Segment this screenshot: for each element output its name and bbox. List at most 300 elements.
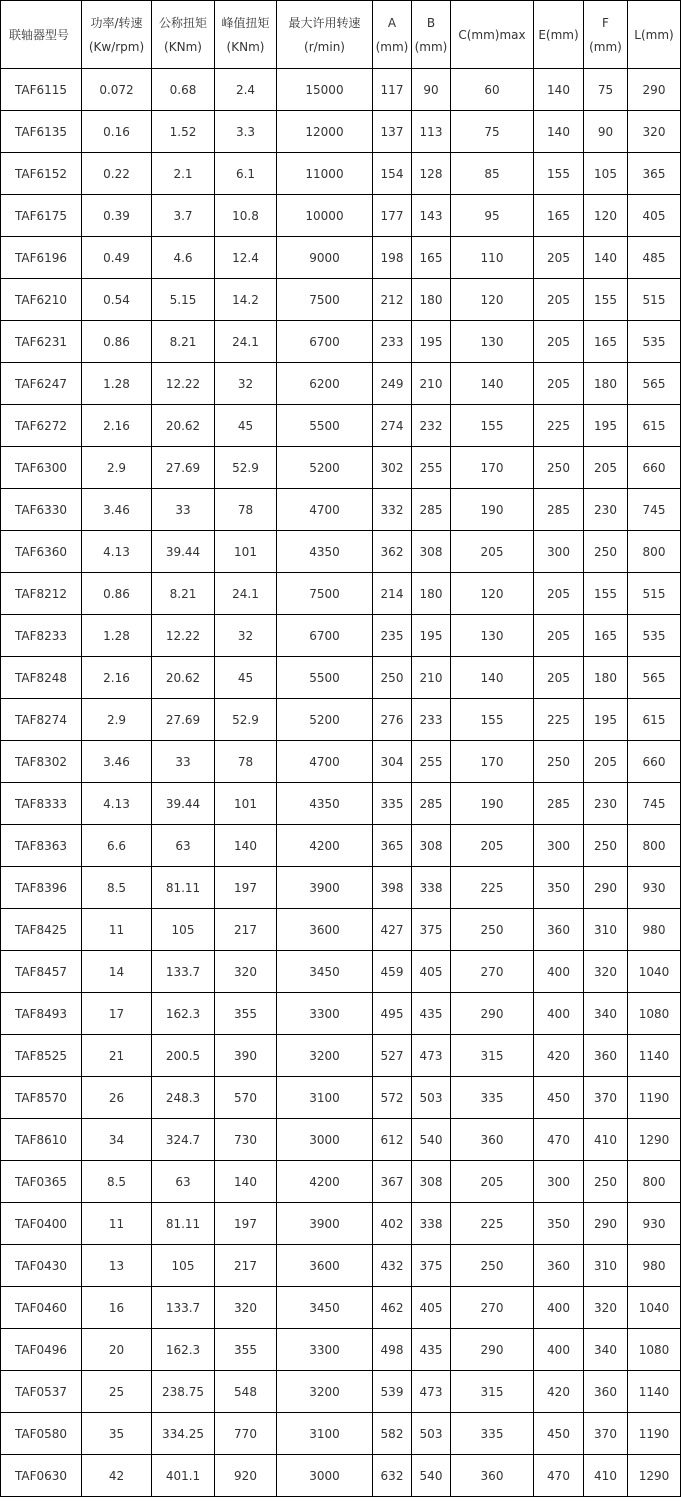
cell-b: 210 bbox=[412, 657, 451, 699]
cell-max-speed: 5500 bbox=[277, 657, 373, 699]
cell-f: 180 bbox=[584, 363, 628, 405]
cell-f: 360 bbox=[584, 1035, 628, 1077]
cell-b: 503 bbox=[412, 1413, 451, 1455]
cell-max-speed: 3300 bbox=[277, 1329, 373, 1371]
cell-max-speed: 5200 bbox=[277, 699, 373, 741]
cell-a: 233 bbox=[373, 321, 412, 363]
cell-l: 535 bbox=[628, 321, 681, 363]
cell-max-speed: 12000 bbox=[277, 111, 373, 153]
cell-c: 205 bbox=[451, 1161, 534, 1203]
cell-e: 450 bbox=[534, 1413, 584, 1455]
cell-c: 85 bbox=[451, 153, 534, 195]
cell-nominal-torque: 162.3 bbox=[152, 993, 215, 1035]
cell-e: 450 bbox=[534, 1077, 584, 1119]
cell-l: 320 bbox=[628, 111, 681, 153]
cell-c: 110 bbox=[451, 237, 534, 279]
cell-model: TAF0400 bbox=[1, 1203, 82, 1245]
cell-a: 462 bbox=[373, 1287, 412, 1329]
cell-a: 539 bbox=[373, 1371, 412, 1413]
cell-a: 365 bbox=[373, 825, 412, 867]
cell-max-speed: 3000 bbox=[277, 1455, 373, 1497]
cell-e: 205 bbox=[534, 657, 584, 699]
cell-c: 75 bbox=[451, 111, 534, 153]
table-row bbox=[1, 993, 681, 1035]
cell-b: 308 bbox=[412, 531, 451, 573]
cell-c: 270 bbox=[451, 1287, 534, 1329]
cell-f: 105 bbox=[584, 153, 628, 195]
cell-max-speed: 4350 bbox=[277, 531, 373, 573]
cell-max-speed: 7500 bbox=[277, 573, 373, 615]
cell-peak-torque: 10.8 bbox=[215, 195, 277, 237]
table-row bbox=[1, 489, 681, 531]
cell-e: 300 bbox=[534, 531, 584, 573]
cell-f: 370 bbox=[584, 1413, 628, 1455]
cell-b: 338 bbox=[412, 1203, 451, 1245]
cell-max-speed: 6700 bbox=[277, 321, 373, 363]
cell-e: 140 bbox=[534, 111, 584, 153]
cell-nominal-torque: 2.1 bbox=[152, 153, 215, 195]
cell-power-speed: 4.13 bbox=[82, 783, 152, 825]
cell-c: 225 bbox=[451, 867, 534, 909]
table-row bbox=[1, 1287, 681, 1329]
cell-c: 205 bbox=[451, 825, 534, 867]
table-row bbox=[1, 1413, 681, 1455]
cell-peak-torque: 355 bbox=[215, 993, 277, 1035]
header-c: C(mm)max bbox=[451, 1, 534, 69]
cell-peak-torque: 78 bbox=[215, 489, 277, 531]
cell-nominal-torque: 8.21 bbox=[152, 321, 215, 363]
cell-b: 128 bbox=[412, 153, 451, 195]
cell-max-speed: 3000 bbox=[277, 1119, 373, 1161]
cell-peak-torque: 3.3 bbox=[215, 111, 277, 153]
cell-max-speed: 3900 bbox=[277, 1203, 373, 1245]
cell-b: 255 bbox=[412, 447, 451, 489]
cell-max-speed: 4700 bbox=[277, 741, 373, 783]
cell-b: 143 bbox=[412, 195, 451, 237]
header-power-speed: 功率/转速 (Kw/rpm) bbox=[82, 1, 152, 69]
cell-f: 75 bbox=[584, 69, 628, 111]
cell-a: 612 bbox=[373, 1119, 412, 1161]
cell-f: 410 bbox=[584, 1455, 628, 1497]
cell-c: 95 bbox=[451, 195, 534, 237]
cell-nominal-torque: 33 bbox=[152, 741, 215, 783]
cell-f: 165 bbox=[584, 615, 628, 657]
cell-b: 375 bbox=[412, 1245, 451, 1287]
cell-a: 235 bbox=[373, 615, 412, 657]
cell-nominal-torque: 20.62 bbox=[152, 657, 215, 699]
cell-nominal-torque: 27.69 bbox=[152, 699, 215, 741]
cell-b: 375 bbox=[412, 909, 451, 951]
cell-max-speed: 3300 bbox=[277, 993, 373, 1035]
cell-peak-torque: 730 bbox=[215, 1119, 277, 1161]
cell-f: 320 bbox=[584, 951, 628, 993]
cell-power-speed: 0.22 bbox=[82, 153, 152, 195]
cell-a: 432 bbox=[373, 1245, 412, 1287]
cell-b: 405 bbox=[412, 1287, 451, 1329]
cell-max-speed: 3600 bbox=[277, 909, 373, 951]
cell-c: 120 bbox=[451, 573, 534, 615]
cell-l: 800 bbox=[628, 531, 681, 573]
cell-c: 335 bbox=[451, 1413, 534, 1455]
cell-b: 308 bbox=[412, 1161, 451, 1203]
table-row bbox=[1, 783, 681, 825]
cell-e: 400 bbox=[534, 1329, 584, 1371]
cell-max-speed: 7500 bbox=[277, 279, 373, 321]
cell-power-speed: 2.16 bbox=[82, 405, 152, 447]
cell-model: TAF0460 bbox=[1, 1287, 82, 1329]
cell-e: 400 bbox=[534, 993, 584, 1035]
cell-e: 420 bbox=[534, 1035, 584, 1077]
cell-peak-torque: 197 bbox=[215, 1203, 277, 1245]
cell-e: 300 bbox=[534, 825, 584, 867]
cell-c: 315 bbox=[451, 1371, 534, 1413]
cell-model: TAF8363 bbox=[1, 825, 82, 867]
cell-model: TAF8333 bbox=[1, 783, 82, 825]
cell-b: 165 bbox=[412, 237, 451, 279]
cell-nominal-torque: 5.15 bbox=[152, 279, 215, 321]
table-row bbox=[1, 657, 681, 699]
cell-l: 405 bbox=[628, 195, 681, 237]
table-row bbox=[1, 1203, 681, 1245]
cell-a: 304 bbox=[373, 741, 412, 783]
table-row bbox=[1, 531, 681, 573]
cell-peak-torque: 548 bbox=[215, 1371, 277, 1413]
cell-e: 165 bbox=[534, 195, 584, 237]
cell-f: 250 bbox=[584, 825, 628, 867]
cell-nominal-torque: 133.7 bbox=[152, 1287, 215, 1329]
table-row bbox=[1, 1245, 681, 1287]
cell-peak-torque: 140 bbox=[215, 1161, 277, 1203]
table-row bbox=[1, 1371, 681, 1413]
cell-l: 1080 bbox=[628, 1329, 681, 1371]
cell-nominal-torque: 0.68 bbox=[152, 69, 215, 111]
cell-f: 410 bbox=[584, 1119, 628, 1161]
cell-max-speed: 11000 bbox=[277, 153, 373, 195]
cell-a: 495 bbox=[373, 993, 412, 1035]
cell-c: 170 bbox=[451, 741, 534, 783]
cell-l: 800 bbox=[628, 825, 681, 867]
cell-a: 335 bbox=[373, 783, 412, 825]
cell-a: 398 bbox=[373, 867, 412, 909]
cell-max-speed: 3200 bbox=[277, 1371, 373, 1413]
table-row bbox=[1, 405, 681, 447]
cell-l: 1040 bbox=[628, 1287, 681, 1329]
cell-peak-torque: 217 bbox=[215, 909, 277, 951]
cell-f: 310 bbox=[584, 909, 628, 951]
cell-a: 154 bbox=[373, 153, 412, 195]
header-peak-torque: 峰值扭矩 (KNm) bbox=[215, 1, 277, 69]
cell-model: TAF0430 bbox=[1, 1245, 82, 1287]
cell-b: 113 bbox=[412, 111, 451, 153]
cell-l: 515 bbox=[628, 279, 681, 321]
cell-e: 250 bbox=[534, 447, 584, 489]
cell-power-speed: 0.86 bbox=[82, 573, 152, 615]
cell-c: 140 bbox=[451, 657, 534, 699]
cell-model: TAF8570 bbox=[1, 1077, 82, 1119]
cell-f: 195 bbox=[584, 405, 628, 447]
table-row bbox=[1, 1077, 681, 1119]
cell-max-speed: 5200 bbox=[277, 447, 373, 489]
cell-e: 250 bbox=[534, 741, 584, 783]
cell-peak-torque: 390 bbox=[215, 1035, 277, 1077]
cell-c: 360 bbox=[451, 1119, 534, 1161]
cell-model: TAF6210 bbox=[1, 279, 82, 321]
cell-b: 285 bbox=[412, 489, 451, 531]
cell-power-speed: 6.6 bbox=[82, 825, 152, 867]
cell-a: 250 bbox=[373, 657, 412, 699]
cell-model: TAF6360 bbox=[1, 531, 82, 573]
cell-f: 250 bbox=[584, 1161, 628, 1203]
cell-l: 800 bbox=[628, 1161, 681, 1203]
cell-e: 225 bbox=[534, 405, 584, 447]
cell-peak-torque: 920 bbox=[215, 1455, 277, 1497]
cell-max-speed: 4350 bbox=[277, 783, 373, 825]
cell-a: 212 bbox=[373, 279, 412, 321]
cell-power-speed: 1.28 bbox=[82, 615, 152, 657]
cell-f: 340 bbox=[584, 1329, 628, 1371]
cell-power-speed: 17 bbox=[82, 993, 152, 1035]
cell-peak-torque: 52.9 bbox=[215, 447, 277, 489]
cell-f: 340 bbox=[584, 993, 628, 1035]
cell-l: 1080 bbox=[628, 993, 681, 1035]
cell-l: 745 bbox=[628, 783, 681, 825]
cell-b: 195 bbox=[412, 321, 451, 363]
cell-c: 250 bbox=[451, 1245, 534, 1287]
cell-nominal-torque: 162.3 bbox=[152, 1329, 215, 1371]
cell-nominal-torque: 334.25 bbox=[152, 1413, 215, 1455]
cell-power-speed: 11 bbox=[82, 1203, 152, 1245]
cell-power-speed: 0.072 bbox=[82, 69, 152, 111]
table-row bbox=[1, 153, 681, 195]
table-row bbox=[1, 363, 681, 405]
cell-a: 459 bbox=[373, 951, 412, 993]
header-model: 联轴器型号 bbox=[1, 1, 82, 69]
cell-e: 205 bbox=[534, 321, 584, 363]
cell-model: TAF6300 bbox=[1, 447, 82, 489]
cell-e: 285 bbox=[534, 783, 584, 825]
cell-e: 470 bbox=[534, 1119, 584, 1161]
cell-peak-torque: 770 bbox=[215, 1413, 277, 1455]
cell-e: 350 bbox=[534, 1203, 584, 1245]
table-row bbox=[1, 1161, 681, 1203]
cell-nominal-torque: 63 bbox=[152, 1161, 215, 1203]
cell-a: 332 bbox=[373, 489, 412, 531]
cell-f: 90 bbox=[584, 111, 628, 153]
table-row bbox=[1, 111, 681, 153]
cell-c: 170 bbox=[451, 447, 534, 489]
cell-c: 270 bbox=[451, 951, 534, 993]
cell-c: 225 bbox=[451, 1203, 534, 1245]
cell-nominal-torque: 8.21 bbox=[152, 573, 215, 615]
cell-b: 540 bbox=[412, 1455, 451, 1497]
cell-l: 930 bbox=[628, 1203, 681, 1245]
cell-nominal-torque: 39.44 bbox=[152, 783, 215, 825]
cell-peak-torque: 320 bbox=[215, 951, 277, 993]
cell-l: 660 bbox=[628, 447, 681, 489]
table-row bbox=[1, 1455, 681, 1497]
cell-max-speed: 3450 bbox=[277, 1287, 373, 1329]
cell-a: 498 bbox=[373, 1329, 412, 1371]
table-header-row bbox=[1, 1, 681, 69]
cell-l: 980 bbox=[628, 1245, 681, 1287]
cell-nominal-torque: 4.6 bbox=[152, 237, 215, 279]
cell-e: 400 bbox=[534, 951, 584, 993]
cell-l: 515 bbox=[628, 573, 681, 615]
cell-e: 205 bbox=[534, 237, 584, 279]
cell-power-speed: 13 bbox=[82, 1245, 152, 1287]
cell-max-speed: 4200 bbox=[277, 825, 373, 867]
cell-nominal-torque: 248.3 bbox=[152, 1077, 215, 1119]
cell-e: 400 bbox=[534, 1287, 584, 1329]
cell-b: 255 bbox=[412, 741, 451, 783]
cell-nominal-torque: 12.22 bbox=[152, 363, 215, 405]
cell-power-speed: 0.49 bbox=[82, 237, 152, 279]
cell-c: 205 bbox=[451, 531, 534, 573]
cell-nominal-torque: 27.69 bbox=[152, 447, 215, 489]
cell-model: TAF6247 bbox=[1, 363, 82, 405]
cell-model: TAF8425 bbox=[1, 909, 82, 951]
cell-power-speed: 2.9 bbox=[82, 447, 152, 489]
cell-l: 1290 bbox=[628, 1455, 681, 1497]
cell-e: 225 bbox=[534, 699, 584, 741]
cell-b: 503 bbox=[412, 1077, 451, 1119]
cell-b: 285 bbox=[412, 783, 451, 825]
cell-model: TAF0580 bbox=[1, 1413, 82, 1455]
cell-e: 205 bbox=[534, 573, 584, 615]
header-l: L(mm) bbox=[628, 1, 681, 69]
cell-peak-torque: 217 bbox=[215, 1245, 277, 1287]
cell-nominal-torque: 81.11 bbox=[152, 867, 215, 909]
cell-model: TAF6272 bbox=[1, 405, 82, 447]
cell-power-speed: 16 bbox=[82, 1287, 152, 1329]
cell-c: 190 bbox=[451, 489, 534, 531]
cell-peak-torque: 12.4 bbox=[215, 237, 277, 279]
cell-f: 195 bbox=[584, 699, 628, 741]
cell-peak-torque: 320 bbox=[215, 1287, 277, 1329]
cell-peak-torque: 14.2 bbox=[215, 279, 277, 321]
cell-f: 320 bbox=[584, 1287, 628, 1329]
cell-max-speed: 6700 bbox=[277, 615, 373, 657]
cell-a: 362 bbox=[373, 531, 412, 573]
cell-nominal-torque: 20.62 bbox=[152, 405, 215, 447]
cell-c: 335 bbox=[451, 1077, 534, 1119]
cell-power-speed: 2.9 bbox=[82, 699, 152, 741]
cell-peak-torque: 52.9 bbox=[215, 699, 277, 741]
table-row bbox=[1, 825, 681, 867]
cell-f: 165 bbox=[584, 321, 628, 363]
cell-max-speed: 5500 bbox=[277, 405, 373, 447]
cell-max-speed: 3200 bbox=[277, 1035, 373, 1077]
cell-power-speed: 25 bbox=[82, 1371, 152, 1413]
table-row bbox=[1, 867, 681, 909]
cell-e: 300 bbox=[534, 1161, 584, 1203]
cell-l: 535 bbox=[628, 615, 681, 657]
cell-b: 180 bbox=[412, 279, 451, 321]
cell-peak-torque: 78 bbox=[215, 741, 277, 783]
cell-power-speed: 2.16 bbox=[82, 657, 152, 699]
table-row bbox=[1, 321, 681, 363]
cell-model: TAF6231 bbox=[1, 321, 82, 363]
cell-f: 290 bbox=[584, 867, 628, 909]
table-row bbox=[1, 699, 681, 741]
cell-max-speed: 3450 bbox=[277, 951, 373, 993]
cell-model: TAF0496 bbox=[1, 1329, 82, 1371]
cell-peak-torque: 45 bbox=[215, 657, 277, 699]
cell-b: 338 bbox=[412, 867, 451, 909]
cell-max-speed: 6200 bbox=[277, 363, 373, 405]
cell-c: 140 bbox=[451, 363, 534, 405]
cell-l: 1290 bbox=[628, 1119, 681, 1161]
cell-nominal-torque: 3.7 bbox=[152, 195, 215, 237]
cell-b: 90 bbox=[412, 69, 451, 111]
cell-a: 137 bbox=[373, 111, 412, 153]
cell-model: TAF6115 bbox=[1, 69, 82, 111]
cell-a: 367 bbox=[373, 1161, 412, 1203]
table-row bbox=[1, 1035, 681, 1077]
cell-f: 155 bbox=[584, 573, 628, 615]
cell-max-speed: 3600 bbox=[277, 1245, 373, 1287]
cell-nominal-torque: 33 bbox=[152, 489, 215, 531]
cell-e: 350 bbox=[534, 867, 584, 909]
cell-max-speed: 10000 bbox=[277, 195, 373, 237]
cell-power-speed: 11 bbox=[82, 909, 152, 951]
table-row bbox=[1, 69, 681, 111]
cell-c: 130 bbox=[451, 615, 534, 657]
cell-a: 572 bbox=[373, 1077, 412, 1119]
cell-peak-torque: 355 bbox=[215, 1329, 277, 1371]
cell-a: 177 bbox=[373, 195, 412, 237]
cell-peak-torque: 32 bbox=[215, 363, 277, 405]
cell-c: 120 bbox=[451, 279, 534, 321]
cell-f: 140 bbox=[584, 237, 628, 279]
table-row bbox=[1, 909, 681, 951]
cell-model: TAF8233 bbox=[1, 615, 82, 657]
cell-f: 155 bbox=[584, 279, 628, 321]
cell-a: 117 bbox=[373, 69, 412, 111]
table-row bbox=[1, 573, 681, 615]
cell-power-speed: 8.5 bbox=[82, 867, 152, 909]
cell-model: TAF6152 bbox=[1, 153, 82, 195]
cell-nominal-torque: 1.52 bbox=[152, 111, 215, 153]
cell-f: 310 bbox=[584, 1245, 628, 1287]
cell-e: 155 bbox=[534, 153, 584, 195]
header-b: B (mm) bbox=[412, 1, 451, 69]
table-row bbox=[1, 1119, 681, 1161]
cell-max-speed: 15000 bbox=[277, 69, 373, 111]
cell-a: 632 bbox=[373, 1455, 412, 1497]
table-row bbox=[1, 741, 681, 783]
cell-e: 205 bbox=[534, 615, 584, 657]
cell-e: 205 bbox=[534, 363, 584, 405]
cell-model: TAF0630 bbox=[1, 1455, 82, 1497]
cell-b: 473 bbox=[412, 1035, 451, 1077]
cell-nominal-torque: 63 bbox=[152, 825, 215, 867]
cell-power-speed: 14 bbox=[82, 951, 152, 993]
cell-model: TAF0537 bbox=[1, 1371, 82, 1413]
cell-nominal-torque: 401.1 bbox=[152, 1455, 215, 1497]
table-row bbox=[1, 1329, 681, 1371]
cell-peak-torque: 24.1 bbox=[215, 573, 277, 615]
cell-b: 180 bbox=[412, 573, 451, 615]
cell-max-speed: 3900 bbox=[277, 867, 373, 909]
cell-l: 1190 bbox=[628, 1413, 681, 1455]
cell-power-speed: 35 bbox=[82, 1413, 152, 1455]
cell-peak-torque: 101 bbox=[215, 783, 277, 825]
cell-nominal-torque: 12.22 bbox=[152, 615, 215, 657]
cell-e: 360 bbox=[534, 909, 584, 951]
cell-c: 155 bbox=[451, 699, 534, 741]
cell-peak-torque: 140 bbox=[215, 825, 277, 867]
